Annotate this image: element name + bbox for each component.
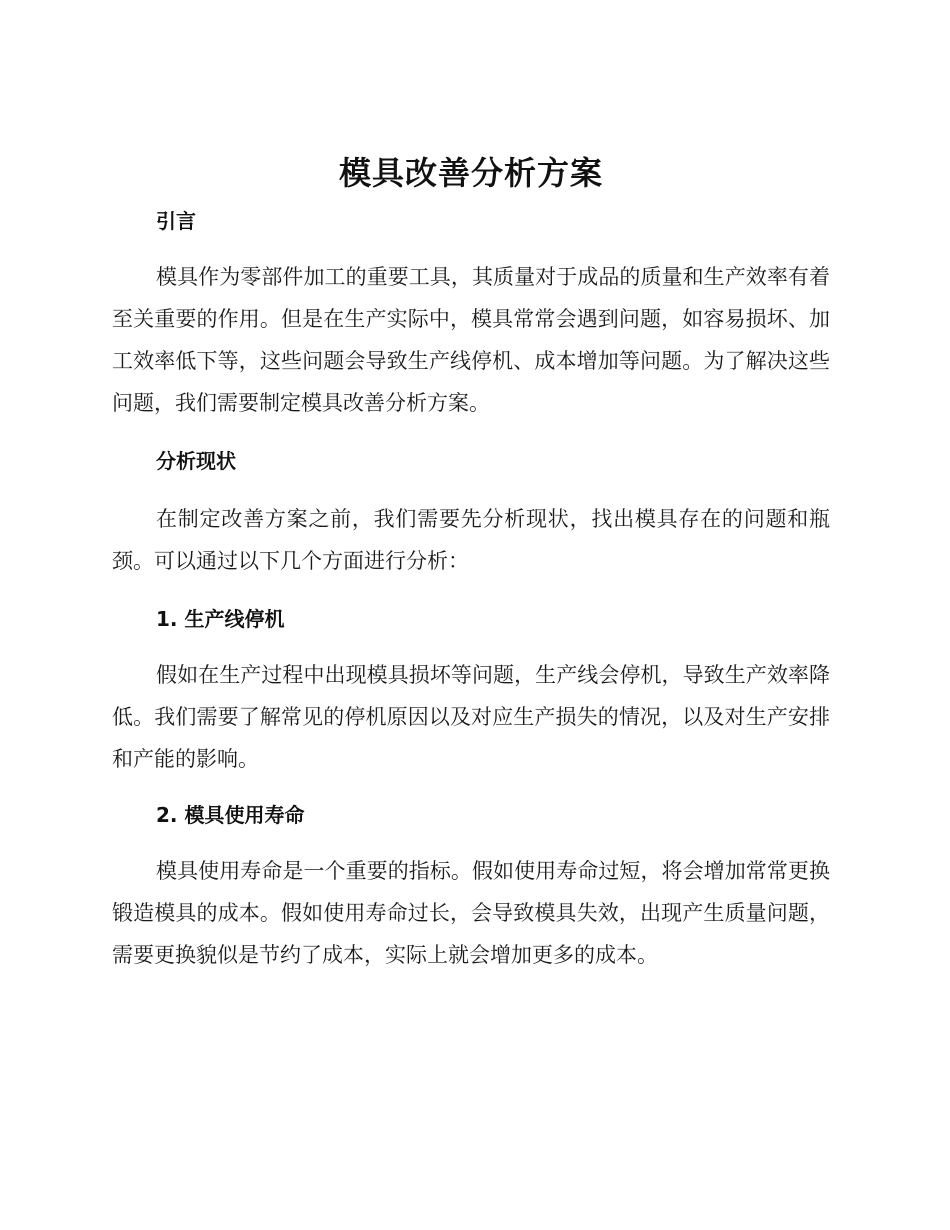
section-heading-current-analysis: 分析现状 [156, 449, 236, 473]
section-paragraph-line-stoppage: 假如在生产过程中出现模具损坏等问题，生产线会停机，导致生产效率降低。我们需要了解常见的停机原因以及对应生产损失的情况，以及对生产安排和产能的影响。 [112, 663, 830, 771]
section-paragraph-introduction: 模具作为零部件加工的重要工具，其质量对于成品的质量和生产效率有着至关重要的作用。但是在生产实际中，模具常常会遇到问题，如容易损坏、加工效率低下等，这些问题会导致生产线停机、成本增加等问题。为了解决这些问题，我们需要制定模具改善分析方案。 [112, 265, 830, 415]
section-heading-mold-lifespan: 2. 模具使用寿命 [156, 803, 305, 827]
document-page [112, 150, 830, 976]
section-heading-line-stoppage: 1. 生产线停机 [156, 607, 285, 631]
section-paragraph-mold-lifespan: 模具使用寿命是一个重要的指标。假如使用寿命过短，将会增加常常更换锻造模具的成本。假如使用寿命过长，会导致模具失效，出现产生质量问题，需要更换貌似是节约了成本，实际上就会增加更多的成本。 [112, 859, 830, 967]
section-paragraph-current-analysis: 在制定改善方案之前，我们需要先分析现状，找出模具存在的问题和瓶颈。可以通过以下几个方面进行分析： [112, 507, 830, 573]
document-title: 模具改善分析方案 [338, 154, 603, 192]
section-heading-introduction: 引言 [156, 209, 196, 233]
